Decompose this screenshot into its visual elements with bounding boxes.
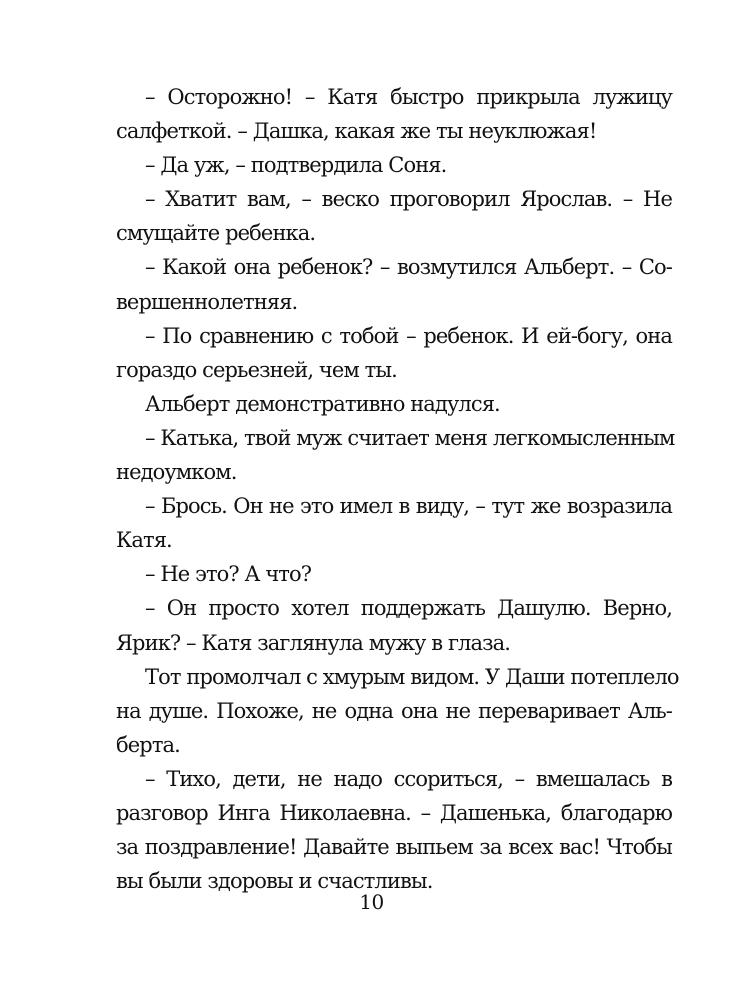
text-line: гораздо серьезней, чем ты. xyxy=(116,357,397,382)
text-line: берта. xyxy=(116,732,180,757)
text-line: – Осторожно! – Катя быстро прикрыла лужицу xyxy=(145,85,672,109)
text-line: за поздравление! Давайте выпьем за всех вас! Чтобы xyxy=(116,835,672,860)
text-line: – Хватит вам, – веско проговорил Ярослав. – Не xyxy=(145,187,672,212)
text-line: на душе. Похоже, не одна она не переваривает Аль- xyxy=(116,698,672,723)
text-line: разговор Инга Николаевна. – Дашенька, благодарю xyxy=(116,800,672,825)
text-line: вершеннолетняя. xyxy=(116,289,298,314)
text-line: салфеткой. – Дашка, какая же ты неуклюжая! xyxy=(116,119,597,144)
text-line: – Какой она ребенок? – возмутился Альберт. – Со- xyxy=(145,255,672,280)
page-number: 10 xyxy=(359,890,384,914)
text-line: – Да уж, – подтвердила Соня. xyxy=(145,153,447,178)
text-line: – Брось. Он не это имел в виду, – тут же возразила xyxy=(145,494,672,519)
text-line: Альберт демонстративно надулся. xyxy=(145,391,500,416)
text-line: Тот промолчал с хмурым видом. У Даши потеплело xyxy=(145,664,679,689)
text-line: – Он просто хотел поддержать Дашулю. Верно, xyxy=(145,596,672,621)
text-line: смущайте ребенка. xyxy=(116,221,316,246)
text-line: – Катька, твой муж считает меня легкомысленным xyxy=(145,425,675,450)
text-line: – Не это? А что? xyxy=(145,562,312,587)
text-line: Ярик? – Катя заглянула мужу в глаза. xyxy=(116,630,511,655)
text-line: вы были здоровы и счастливы. xyxy=(116,869,433,894)
text-line: Катя. xyxy=(116,528,172,553)
book-page-text xyxy=(116,80,679,898)
text-line: – Тихо, дети, не надо ссориться, – вмешалась в xyxy=(145,766,672,791)
text-line: – По сравнению с тобой – ребенок. И ей-богу, она xyxy=(145,323,672,348)
text-line: недоумком. xyxy=(116,460,237,485)
